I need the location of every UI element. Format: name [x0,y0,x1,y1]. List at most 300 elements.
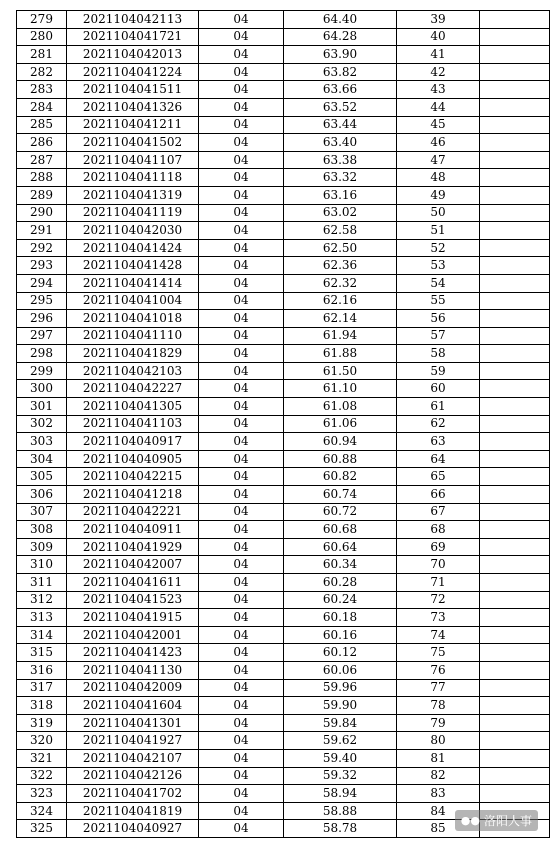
table-cell: 68 [397,521,480,539]
table-cell: 2021104041604 [67,697,199,715]
table-cell: 283 [17,81,67,99]
table-cell: 04 [199,503,284,521]
table-cell: 62.50 [284,239,397,257]
table-row [17,556,550,574]
table-cell [480,310,550,328]
table-cell: 318 [17,697,67,715]
table-cell: 2021104041110 [67,327,199,345]
table-cell: 295 [17,292,67,310]
table-row [17,274,550,292]
table-row [17,450,550,468]
table-cell: 04 [199,433,284,451]
table-cell: 58.88 [284,802,397,820]
table-cell: 81 [397,749,480,767]
table-cell: 04 [199,415,284,433]
table-cell: 308 [17,521,67,539]
table-cell: 2021104041414 [67,274,199,292]
table-cell: 314 [17,626,67,644]
table-cell: 43 [397,81,480,99]
table-cell: 301 [17,398,67,416]
table-row [17,362,550,380]
table-row [17,697,550,715]
table-row [17,186,550,204]
table-cell: 2021104041319 [67,186,199,204]
table-cell: 2021104041305 [67,398,199,416]
table-cell: 04 [199,327,284,345]
table-cell: 04 [199,574,284,592]
table-cell: 04 [199,521,284,539]
table-cell: 2021104040905 [67,450,199,468]
table-cell [480,63,550,81]
table-cell: 04 [199,486,284,504]
table-cell: 62.16 [284,292,397,310]
table-cell: 57 [397,327,480,345]
table-cell: 2021104041523 [67,591,199,609]
table-cell [480,274,550,292]
table-cell: 04 [199,274,284,292]
table-cell: 47 [397,151,480,169]
table-cell: 2021104041224 [67,63,199,81]
table-row [17,239,550,257]
watermark [455,810,538,831]
table-cell [480,186,550,204]
table-cell: 04 [199,204,284,222]
table-cell [480,749,550,767]
table-cell: 63.82 [284,63,397,81]
table-cell: 60.72 [284,503,397,521]
table-cell: 04 [199,362,284,380]
table-cell: 80 [397,732,480,750]
table-row [17,98,550,116]
table-row [17,257,550,275]
table-cell: 54 [397,274,480,292]
table-cell: 2021104041211 [67,116,199,134]
table-cell [480,468,550,486]
table-row [17,538,550,556]
table-cell: 59 [397,362,480,380]
table-cell: 61.06 [284,415,397,433]
table-cell [480,626,550,644]
table-row [17,134,550,152]
table-cell: 60.34 [284,556,397,574]
table-cell: 04 [199,151,284,169]
table-row [17,574,550,592]
table-cell: 45 [397,116,480,134]
table-row [17,626,550,644]
table-cell [480,767,550,785]
table-cell: 04 [199,785,284,803]
table-cell: 312 [17,591,67,609]
table-cell: 323 [17,785,67,803]
table-cell: 61.94 [284,327,397,345]
table-cell: 313 [17,609,67,627]
table-cell [480,169,550,187]
table-cell: 2021104041511 [67,81,199,99]
table-cell: 2021104041103 [67,415,199,433]
table-cell: 2021104041611 [67,574,199,592]
table-cell: 2021104041929 [67,538,199,556]
table-row [17,433,550,451]
table-cell: 287 [17,151,67,169]
table-cell: 2021104041301 [67,714,199,732]
table-cell: 307 [17,503,67,521]
table-row [17,521,550,539]
table-cell: 2021104042009 [67,679,199,697]
table-cell: 309 [17,538,67,556]
table-cell [480,697,550,715]
table-row [17,767,550,785]
table-cell: 320 [17,732,67,750]
table-cell: 316 [17,661,67,679]
table-cell: 71 [397,574,480,592]
table-cell: 311 [17,574,67,592]
table-cell: 310 [17,556,67,574]
table-row [17,28,550,46]
table-cell: 63.16 [284,186,397,204]
table-cell: 04 [199,134,284,152]
table-cell: 52 [397,239,480,257]
table-cell: 60.06 [284,661,397,679]
table-row [17,398,550,416]
table-cell: 79 [397,714,480,732]
table-row [17,785,550,803]
table-cell: 83 [397,785,480,803]
table-row [17,503,550,521]
table-cell: 299 [17,362,67,380]
table-cell: 04 [199,28,284,46]
table-cell: 2021104041927 [67,732,199,750]
table-cell: 60.94 [284,433,397,451]
table-cell [480,28,550,46]
table-cell: 04 [199,186,284,204]
table-cell: 325 [17,820,67,838]
table-cell [480,503,550,521]
table-cell: 04 [199,398,284,416]
table-cell: 2021104041829 [67,345,199,363]
table-cell: 04 [199,767,284,785]
table-row [17,151,550,169]
table-cell: 04 [199,556,284,574]
table-cell: 04 [199,310,284,328]
table-cell [480,222,550,240]
table-cell [480,204,550,222]
table-cell [480,433,550,451]
table-cell: 63.02 [284,204,397,222]
table-cell: 42 [397,63,480,81]
table-cell [480,785,550,803]
table-cell: 281 [17,46,67,64]
table-cell: 2021104041428 [67,257,199,275]
table-cell: 288 [17,169,67,187]
table-cell: 2021104041004 [67,292,199,310]
table-cell: 04 [199,732,284,750]
table-cell: 76 [397,661,480,679]
table-cell: 46 [397,134,480,152]
table-row [17,749,550,767]
table-cell: 293 [17,257,67,275]
table-cell: 58.94 [284,785,397,803]
table-cell: 82 [397,767,480,785]
table-cell: 60.16 [284,626,397,644]
table-cell: 04 [199,609,284,627]
table-cell [480,609,550,627]
table-cell: 60.28 [284,574,397,592]
table-cell: 282 [17,63,67,81]
table-cell: 55 [397,292,480,310]
table-cell: 298 [17,345,67,363]
table-cell: 2021104041424 [67,239,199,257]
table-cell: 04 [199,116,284,134]
table-cell: 04 [199,81,284,99]
table-cell: 67 [397,503,480,521]
table-cell: 2021104041118 [67,169,199,187]
table-cell: 60.24 [284,591,397,609]
table-cell: 291 [17,222,67,240]
table-cell: 04 [199,749,284,767]
table-body [17,11,550,838]
table-cell [480,538,550,556]
table-cell [480,398,550,416]
table-cell: 2021104040917 [67,433,199,451]
table-cell: 59.40 [284,749,397,767]
table-cell [480,661,550,679]
table-cell: 284 [17,98,67,116]
table-cell: 63.90 [284,46,397,64]
table-row [17,116,550,134]
table-row [17,380,550,398]
table-cell: 286 [17,134,67,152]
table-cell: 2021104042030 [67,222,199,240]
table-cell [480,574,550,592]
table-cell: 319 [17,714,67,732]
table-cell: 04 [199,468,284,486]
table-cell: 2021104042013 [67,46,199,64]
table-cell: 04 [199,63,284,81]
table-cell: 2021104042007 [67,556,199,574]
table-cell: 63.44 [284,116,397,134]
table-cell: 41 [397,46,480,64]
table-cell: 60.68 [284,521,397,539]
table-cell: 77 [397,679,480,697]
table-cell: 84 [397,802,480,820]
table-cell: 59.32 [284,767,397,785]
table-cell: 304 [17,450,67,468]
table-cell: 04 [199,450,284,468]
table-cell: 315 [17,644,67,662]
table-cell: 2021104042126 [67,767,199,785]
table-cell: 2021104041502 [67,134,199,152]
table-cell: 303 [17,433,67,451]
table-row [17,609,550,627]
table-cell: 74 [397,626,480,644]
table-cell: 292 [17,239,67,257]
table-cell: 305 [17,468,67,486]
table-cell [480,292,550,310]
table-cell: 63.66 [284,81,397,99]
table-cell [480,116,550,134]
table-cell [480,591,550,609]
table-cell: 2021104042107 [67,749,199,767]
table-cell: 44 [397,98,480,116]
table-cell [480,151,550,169]
table-cell: 62.14 [284,310,397,328]
table-cell [480,380,550,398]
table-cell: 60.64 [284,538,397,556]
table-cell: 2021104041107 [67,151,199,169]
table-row [17,46,550,64]
table-cell: 49 [397,186,480,204]
table-cell [480,134,550,152]
table-row [17,63,550,81]
table-cell: 78 [397,697,480,715]
table-cell [480,714,550,732]
table-cell: 322 [17,767,67,785]
table-cell: 62 [397,415,480,433]
table-cell: 04 [199,239,284,257]
table-cell: 61.88 [284,345,397,363]
table-row [17,345,550,363]
table-cell: 2021104042221 [67,503,199,521]
table-cell: 60.74 [284,486,397,504]
table-cell [480,81,550,99]
table-cell: 85 [397,820,480,838]
table-cell: 60.88 [284,450,397,468]
table-cell: 2021104042103 [67,362,199,380]
table-cell: 53 [397,257,480,275]
table-cell: 300 [17,380,67,398]
table-cell: 60 [397,380,480,398]
table-cell: 306 [17,486,67,504]
table-cell: 2021104042227 [67,380,199,398]
table-cell: 2021104042113 [67,11,199,29]
table-cell [480,486,550,504]
table-cell: 290 [17,204,67,222]
table-row [17,81,550,99]
table-cell: 2021104041819 [67,802,199,820]
table-row [17,292,550,310]
table-cell: 2021104041218 [67,486,199,504]
table-row [17,679,550,697]
table-cell: 04 [199,46,284,64]
table-cell [480,450,550,468]
table-cell: 04 [199,222,284,240]
table-row [17,222,550,240]
table-cell: 289 [17,186,67,204]
table-cell: 62.36 [284,257,397,275]
table-cell: 04 [199,98,284,116]
table-cell: 04 [199,626,284,644]
table-cell: 60.12 [284,644,397,662]
table-row [17,327,550,345]
table-cell: 2021104041119 [67,204,199,222]
table-cell: 48 [397,169,480,187]
table-cell: 60.18 [284,609,397,627]
table-cell: 296 [17,310,67,328]
table-cell: 64.40 [284,11,397,29]
table-cell [480,257,550,275]
table-cell: 302 [17,415,67,433]
table-cell: 04 [199,661,284,679]
table-cell: 73 [397,609,480,627]
table-cell: 61 [397,398,480,416]
table-cell: 2021104041721 [67,28,199,46]
table-cell: 59.90 [284,697,397,715]
table-cell: 2021104041702 [67,785,199,803]
table-cell: 39 [397,11,480,29]
table-cell: 56 [397,310,480,328]
table-cell: 2021104041423 [67,644,199,662]
table-cell [480,46,550,64]
table-cell: 324 [17,802,67,820]
table-cell: 285 [17,116,67,134]
table-cell: 50 [397,204,480,222]
table-cell: 04 [199,169,284,187]
table-cell: 2021104040911 [67,521,199,539]
table-row [17,486,550,504]
table-cell [480,345,550,363]
table-cell: 63.52 [284,98,397,116]
table-cell: 321 [17,749,67,767]
table-row [17,468,550,486]
table-cell: 2021104040927 [67,820,199,838]
table-cell [480,11,550,29]
table-cell: 04 [199,714,284,732]
table-cell: 61.08 [284,398,397,416]
wechat-icon: ●● [460,814,480,827]
table-cell [480,679,550,697]
table-cell: 297 [17,327,67,345]
table-row [17,661,550,679]
table-cell: 04 [199,345,284,363]
table-cell: 58.78 [284,820,397,838]
table-row [17,310,550,328]
table-cell: 280 [17,28,67,46]
table-row [17,415,550,433]
table-cell: 61.10 [284,380,397,398]
table-cell: 63.32 [284,169,397,187]
table-cell [480,415,550,433]
table-cell: 2021104042001 [67,626,199,644]
table-row [17,732,550,750]
table-cell: 72 [397,591,480,609]
table-cell: 294 [17,274,67,292]
table-cell: 64.28 [284,28,397,46]
table-cell: 317 [17,679,67,697]
table-cell: 40 [397,28,480,46]
table-cell [480,732,550,750]
table-cell: 04 [199,257,284,275]
table-cell: 63.40 [284,134,397,152]
table-row [17,591,550,609]
table-cell: 63.38 [284,151,397,169]
table-row [17,11,550,29]
table-cell: 2021104041915 [67,609,199,627]
table-cell: 2021104041130 [67,661,199,679]
table-cell [480,521,550,539]
table-cell: 2021104041018 [67,310,199,328]
results-table [16,10,550,838]
table-cell: 64 [397,450,480,468]
table-cell: 2021104042215 [67,468,199,486]
table-cell: 2021104041326 [67,98,199,116]
table-cell: 04 [199,11,284,29]
table-cell: 66 [397,486,480,504]
table-cell: 04 [199,679,284,697]
table-cell: 61.50 [284,362,397,380]
table-cell: 04 [199,591,284,609]
table-cell: 62.32 [284,274,397,292]
table-cell: 04 [199,292,284,310]
